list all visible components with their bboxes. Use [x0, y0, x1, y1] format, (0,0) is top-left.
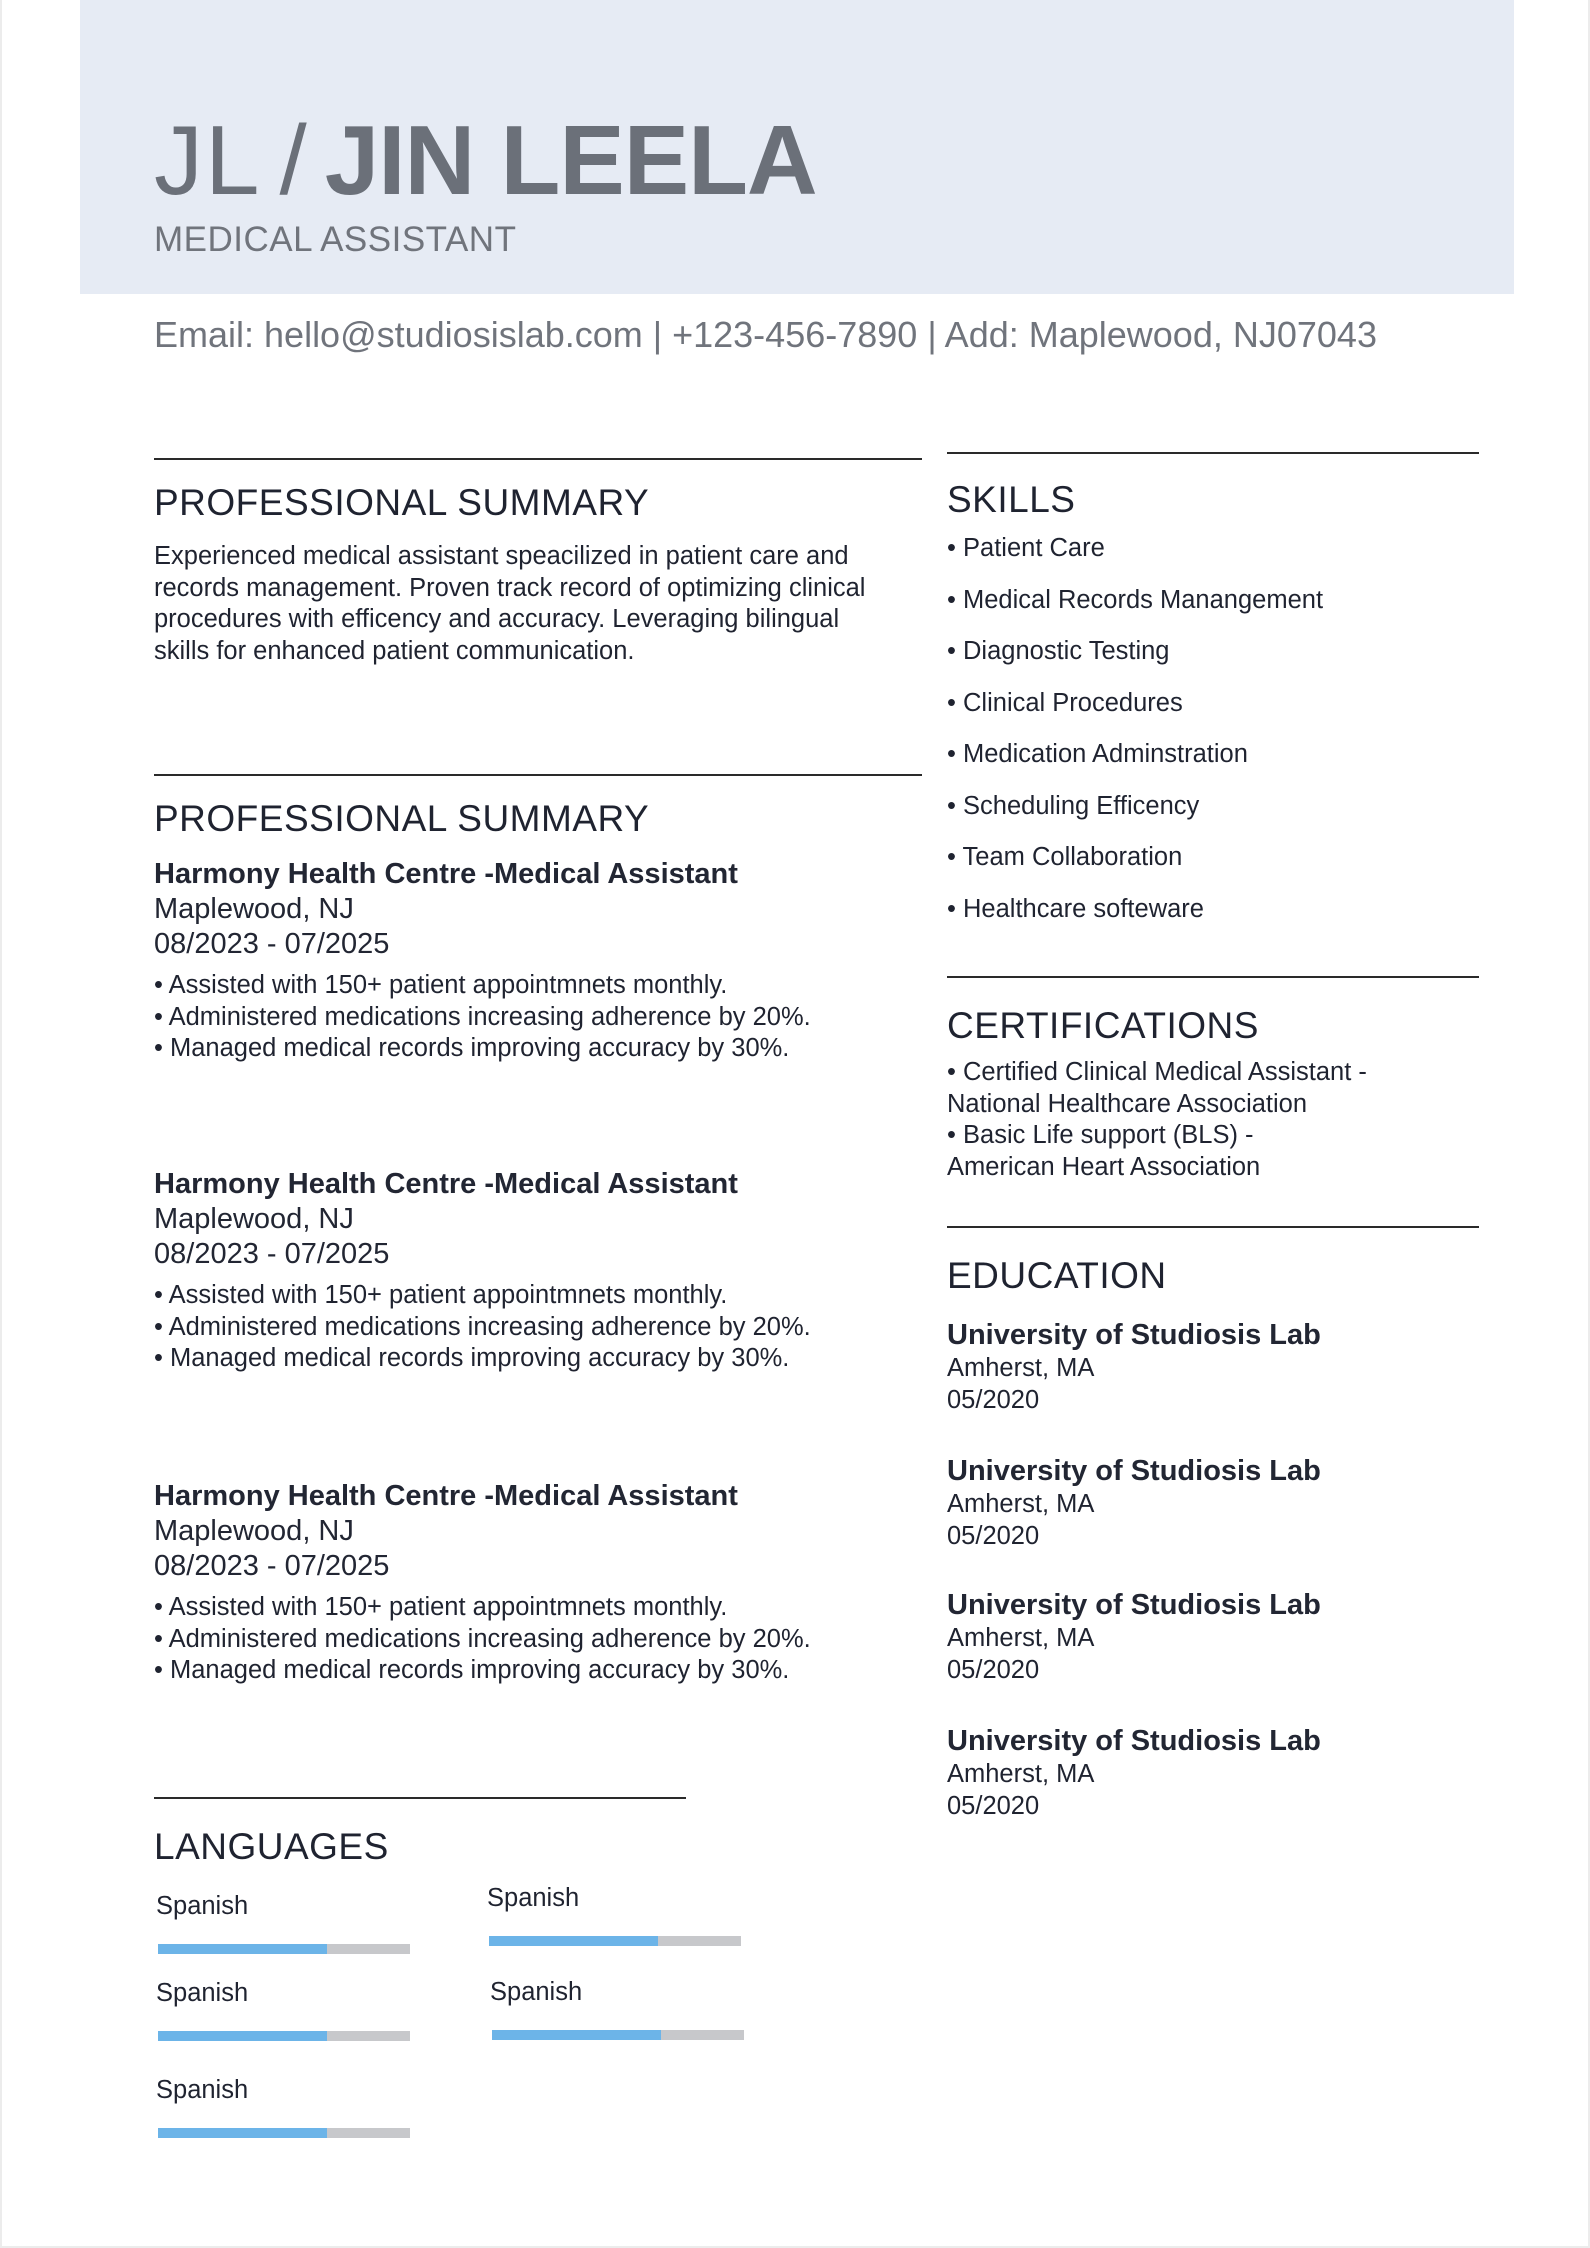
job-dates: 08/2023 - 07/2025 [154, 928, 390, 960]
language-item [156, 1890, 411, 1922]
education-item [947, 1587, 1467, 1686]
job-bullet: • Administered medications increasing adherence by 20%. [154, 1624, 811, 1653]
language-level-bar [158, 1944, 410, 1954]
language-level-fill [158, 1944, 327, 1954]
language-level-fill [489, 1936, 658, 1946]
experience-heading: PROFESSIONAL SUMMARY [154, 798, 650, 839]
school-name: University of Studiosis Lab [947, 1725, 1321, 1757]
job-bullet: • Managed medical records improving accuracy by 30%. [154, 1656, 790, 1684]
language-name: Spanish [487, 1884, 580, 1912]
certifications-heading: CERTIFICATIONS [947, 1005, 1259, 1046]
skill-item: • Patient Care [947, 534, 1105, 562]
graduation-date: 05/2020 [947, 1791, 1040, 1820]
job-bullet: • Administered medications increasing adherence by 20%. [154, 1002, 811, 1031]
certification-item: • Certified Clinical Medical Assistant - National Healthcare Association [947, 1058, 1367, 1118]
job-title-line: Harmony Health Centre -Medical Assistant [154, 858, 738, 890]
language-name: Spanish [156, 1979, 249, 2007]
education-item [947, 1317, 1467, 1416]
skill-item: • Medication Adminstration [947, 740, 1248, 768]
language-item [487, 1882, 742, 1914]
school-location: Amherst, MA [947, 1490, 1095, 1518]
job-bullets [154, 970, 874, 1065]
job-bullet: • Administered medications increasing adherence by 20%. [154, 1312, 811, 1341]
job-location: Maplewood, NJ [154, 893, 354, 925]
language-level-fill [158, 2128, 327, 2138]
contact-line: Email: hello@studiosislab.com | +123-456-7890 | Add: Maplewood, NJ07043 [154, 314, 1377, 355]
job-entry [154, 1166, 874, 1375]
certifications-list [947, 1057, 1467, 1183]
job-location: Maplewood, NJ [154, 1203, 354, 1235]
certification-item: • Basic Life support (BLS) - American Heart Association [947, 1121, 1261, 1181]
language-level-bar [158, 2031, 410, 2041]
job-title-line: Harmony Health Centre -Medical Assistant [154, 1168, 738, 1200]
job-bullets [154, 1280, 874, 1375]
job-location: Maplewood, NJ [154, 1515, 354, 1547]
language-level-fill [158, 2031, 327, 2041]
education-item [947, 1723, 1467, 1822]
school-name: University of Studiosis Lab [947, 1589, 1321, 1621]
job-bullets [154, 1592, 874, 1687]
skill-item: • Scheduling Efficency [947, 791, 1200, 820]
job-dates: 08/2023 - 07/2025 [154, 1550, 390, 1582]
section-divider [154, 774, 922, 776]
skills-list [947, 530, 1323, 942]
name-line [154, 100, 817, 220]
skill-item: • Medical Records Manangement [947, 585, 1324, 614]
summary-text: Experienced medical assistant speacilized in patient care and records management. Proven track record of optimizing clinical procedures with efficency and accuracy. Leveraging bilingual skills for enhanced patient communication. [154, 542, 866, 665]
job-bullet: • Assisted with 150+ patient appointmnets monthly. [154, 971, 728, 999]
language-item [156, 2074, 411, 2106]
school-location: Amherst, MA [947, 1624, 1095, 1652]
section-divider [154, 1797, 686, 1799]
job-entry [154, 856, 874, 1065]
language-level-fill [492, 2030, 661, 2040]
language-name: Spanish [490, 1978, 583, 2006]
school-name: University of Studiosis Lab [947, 1455, 1321, 1487]
language-level-bar [158, 2128, 410, 2138]
job-title: MEDICAL ASSISTANT [154, 220, 517, 259]
full-name: JIN LEELA [324, 105, 817, 215]
section-divider [947, 1226, 1479, 1228]
skill-item: • Team Collaboration [947, 843, 1183, 871]
graduation-date: 05/2020 [947, 1655, 1040, 1684]
languages-heading: LANGUAGES [154, 1826, 389, 1867]
section-divider [947, 452, 1479, 454]
job-bullet: • Managed medical records improving accuracy by 30%. [154, 1034, 790, 1062]
school-location: Amherst, MA [947, 1760, 1095, 1788]
language-name: Spanish [156, 1892, 249, 1920]
job-entry [154, 1478, 874, 1687]
school-location: Amherst, MA [947, 1354, 1095, 1382]
language-name: Spanish [156, 2076, 249, 2104]
skill-item: • Diagnostic Testing [947, 637, 1170, 665]
skill-item: • Clinical Procedures [947, 688, 1183, 717]
job-title-line: Harmony Health Centre -Medical Assistant [154, 1480, 738, 1512]
skills-heading: SKILLS [947, 479, 1076, 520]
language-item [156, 1977, 411, 2009]
school-name: University of Studiosis Lab [947, 1319, 1321, 1351]
name-slash: / [279, 105, 307, 215]
language-level-bar [492, 2030, 744, 2040]
language-level-bar [489, 1936, 741, 1946]
education-heading: EDUCATION [947, 1255, 1167, 1296]
job-bullet: • Managed medical records improving accuracy by 30%. [154, 1344, 790, 1372]
section-divider [154, 458, 922, 460]
job-dates: 08/2023 - 07/2025 [154, 1238, 390, 1270]
language-item [490, 1976, 745, 2008]
skill-item: • Healthcare softeware [947, 894, 1204, 923]
name-initials: JL [154, 105, 262, 215]
job-bullet: • Assisted with 150+ patient appointmnets monthly. [154, 1281, 728, 1309]
graduation-date: 05/2020 [947, 1521, 1040, 1550]
summary-heading: PROFESSIONAL SUMMARY [154, 482, 650, 523]
graduation-date: 05/2020 [947, 1385, 1040, 1414]
section-divider [947, 976, 1479, 978]
education-item [947, 1453, 1467, 1552]
job-bullet: • Assisted with 150+ patient appointmnets monthly. [154, 1593, 728, 1621]
